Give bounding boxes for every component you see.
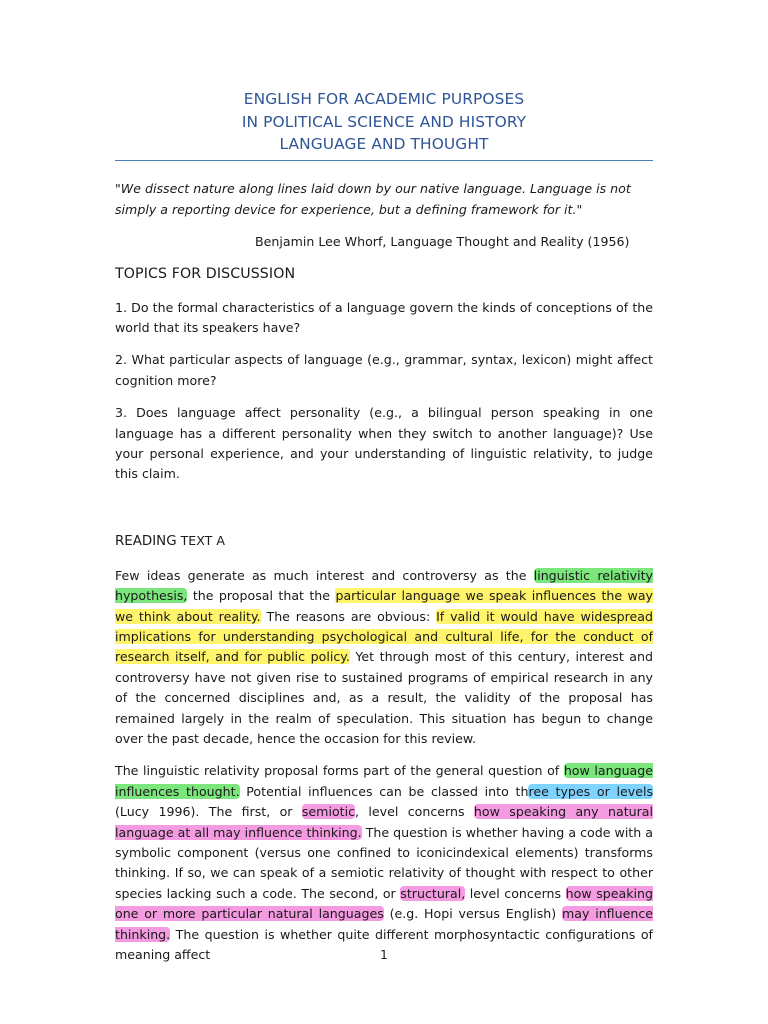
text-run: The linguistic relativity proposal forms part of the general question of xyxy=(115,763,564,779)
highlight-pink: how speaking one or more particular natural languages xyxy=(115,885,654,922)
text-run: Few ideas generate as much interest and controversy as the xyxy=(115,567,534,583)
epigraph-quote: "We dissect nature along lines laid down by our native language. Language is not simply a reporting device for experience, but a defining framework for it." xyxy=(115,180,631,217)
topic-item: 3. Does language affect personality (e.g., a bilingual person speaking in one language has a different personality when they switch to another language)? Use your personal experience, and your understanding of linguistic relativity, to judge this claim. xyxy=(115,405,653,482)
topics-heading: TOPICS FOR DISCUSSION xyxy=(115,265,296,282)
highlight-green: how language influences thought. xyxy=(115,763,654,799)
topic-item: 1. Do the formal characteristics of a language govern the kinds of conceptions of the world that its speakers have? xyxy=(115,299,653,335)
reading-heading-main: READING xyxy=(115,533,177,549)
page-number: 1 xyxy=(380,948,388,962)
highlight-pink: semiotic xyxy=(301,804,356,820)
highlight-blue: ree types or levels xyxy=(528,783,654,799)
text-run: The reasons are obvious: xyxy=(260,608,437,624)
reading-heading-sub: TEXT A xyxy=(176,532,225,548)
document-page xyxy=(115,88,653,965)
reading-heading xyxy=(115,530,653,552)
text-run: , level concerns xyxy=(355,804,474,820)
text-run: (e.g. Hopi versus English) xyxy=(383,906,562,922)
highlight-yellow: If valid it would have widespread implications for understanding psychological and cultural life, for the conduct of research itself, and for public policy. xyxy=(115,608,653,665)
title-line-2: IN POLITICAL SCIENCE AND HISTORY xyxy=(241,112,527,131)
title-line-3: LANGUAGE AND THOUGHT xyxy=(279,135,489,153)
highlight-pink: how speaking any natural language at all may influence thinking. xyxy=(115,804,654,840)
text-run: Yet through most of this century, interest and controversy have not given rise to sustained programs of empirical research in any of the concerned disciplines and, as a result, the validity of the proposal has remained largely in the realm of speculation. This situation has begun to change over the past decade, hence the occasion for this review. xyxy=(115,649,653,746)
highlight-pink: may influence thinking. xyxy=(115,906,653,942)
quote-attribution: Benjamin Lee Whorf, Language Thought and Reality (1956) xyxy=(255,233,630,249)
text-run: Potential influences can be classed into th xyxy=(239,783,529,799)
text-run: The question is whether having a code with a symbolic component (versus one confined to iconicindexical elements) transforms thinking. If so, we can speak of a semiotic relativity of thought with respect to other species lacking such a code. The second, or xyxy=(115,824,653,901)
text-run: (Lucy 1996). The first, or xyxy=(115,804,302,820)
highlight-green: linguistic relativity hypothesis, xyxy=(115,567,653,604)
text-run: The question is whether quite different morphosyntactic configurations of meaning affect xyxy=(115,926,653,963)
document-title xyxy=(115,88,653,156)
reading-paragraph-2 xyxy=(115,761,653,965)
highlight-yellow: particular language we speak influences the way we think about reality. xyxy=(115,588,653,624)
title-divider xyxy=(115,160,653,161)
text-run: level concerns xyxy=(465,885,566,901)
reading-paragraph-1 xyxy=(115,566,653,750)
topic-item: 2. What particular aspects of language (e.g., grammar, syntax, lexicon) might affect cognition more? xyxy=(115,352,653,388)
title-line-1: ENGLISH FOR ACADEMIC PURPOSES xyxy=(243,90,525,108)
highlight-pink: structural, xyxy=(400,885,466,901)
text-run: the proposal that the xyxy=(187,588,336,604)
